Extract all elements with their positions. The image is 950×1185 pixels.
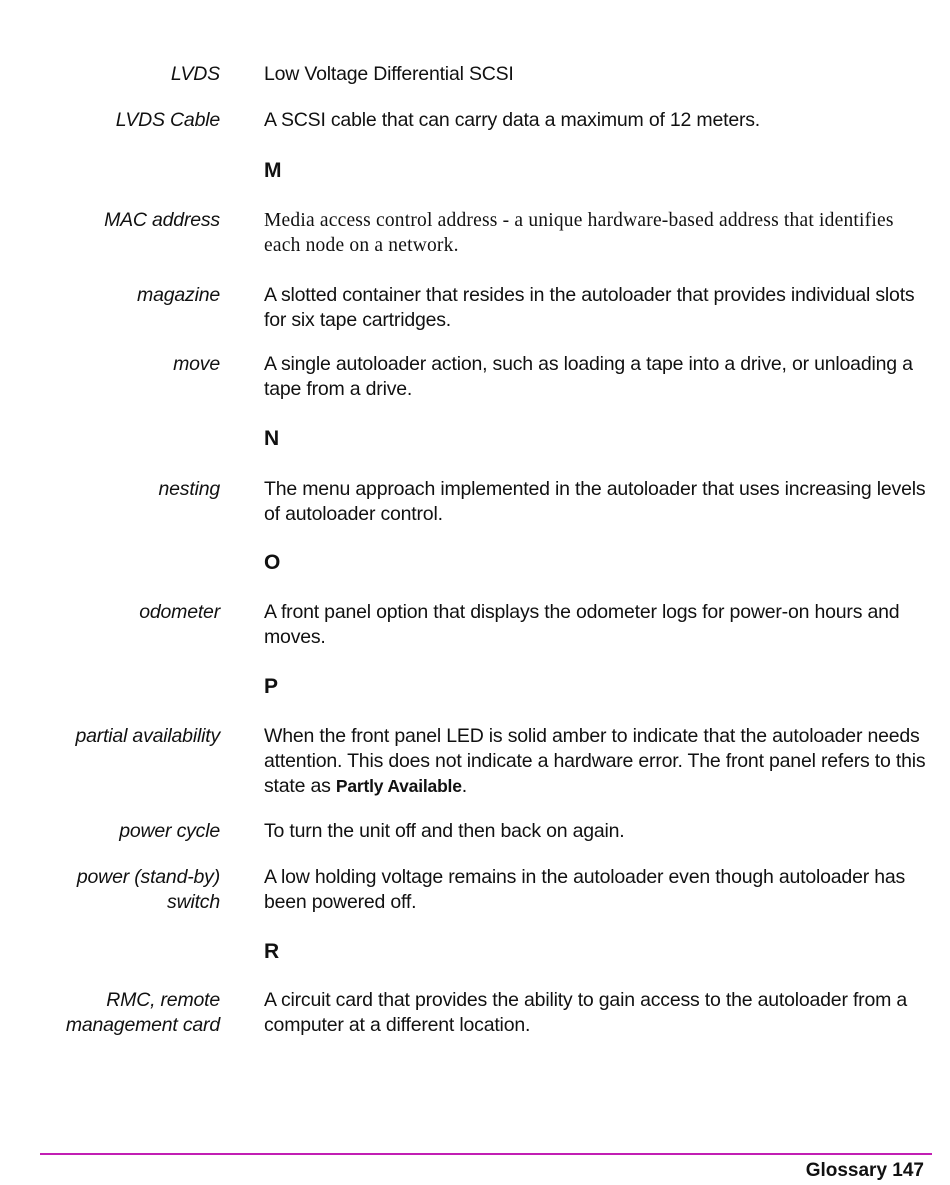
glossary-definition: A slotted container that resides in the autoloader that provides individual slots for six tape cartridges. bbox=[264, 284, 915, 331]
page-footer: Glossary 147 bbox=[805, 1160, 924, 1181]
section-letter-m: M bbox=[264, 159, 282, 182]
glossary-definition: Media access control address - a unique hardware-based address that identifies each node on a network. bbox=[264, 210, 894, 256]
glossary-term: odometer bbox=[139, 601, 220, 623]
section-letter-r: R bbox=[264, 940, 280, 963]
glossary-term: MAC address bbox=[104, 209, 220, 231]
glossary-definition: A low holding voltage remains in the autoloader even though autoloader has been powered off. bbox=[264, 866, 906, 913]
ui-label-partly-available: Partly Available bbox=[335, 776, 462, 796]
glossary-term: LVDS Cable bbox=[115, 109, 220, 131]
definition-text: When the front panel LED is solid amber to indicate that the autoloader needs attention. This does not indicate a hardware error. The front panel refers to this state as bbox=[264, 725, 926, 797]
glossary-definition: The menu approach implemented in the autoloader that uses increasing levels of autoloader control. bbox=[264, 478, 926, 525]
glossary-definition: A SCSI cable that can carry data a maximum of 12 meters. bbox=[264, 109, 761, 131]
glossary-definition: A circuit card that provides the ability to gain access to the autoloader from a computer at a different location. bbox=[264, 989, 908, 1036]
glossary-definition bbox=[264, 724, 930, 799]
glossary-term: RMC, remote management card bbox=[65, 989, 220, 1036]
glossary-definition: To turn the unit off and then back on again. bbox=[264, 820, 625, 842]
glossary-term: LVDS bbox=[170, 63, 220, 85]
glossary-term: nesting bbox=[158, 478, 220, 500]
glossary-definition: A single autoloader action, such as loading a tape into a drive, or unloading a tape from a drive. bbox=[264, 353, 913, 400]
glossary-term: move bbox=[173, 353, 220, 375]
glossary-definition: A front panel option that displays the odometer logs for power-on hours and moves. bbox=[264, 601, 900, 648]
glossary-term: power cycle bbox=[119, 820, 220, 842]
glossary-definition: Low Voltage Differential SCSI bbox=[264, 63, 514, 85]
glossary-term: partial availability bbox=[75, 725, 220, 747]
section-letter-n: N bbox=[264, 427, 280, 450]
glossary-term: power (stand-by) switch bbox=[76, 866, 220, 913]
section-letter-p: P bbox=[264, 675, 279, 698]
glossary-term: magazine bbox=[137, 284, 220, 306]
section-letter-o: O bbox=[264, 551, 281, 574]
footer-divider bbox=[40, 1153, 932, 1155]
definition-text-end: . bbox=[461, 775, 467, 797]
